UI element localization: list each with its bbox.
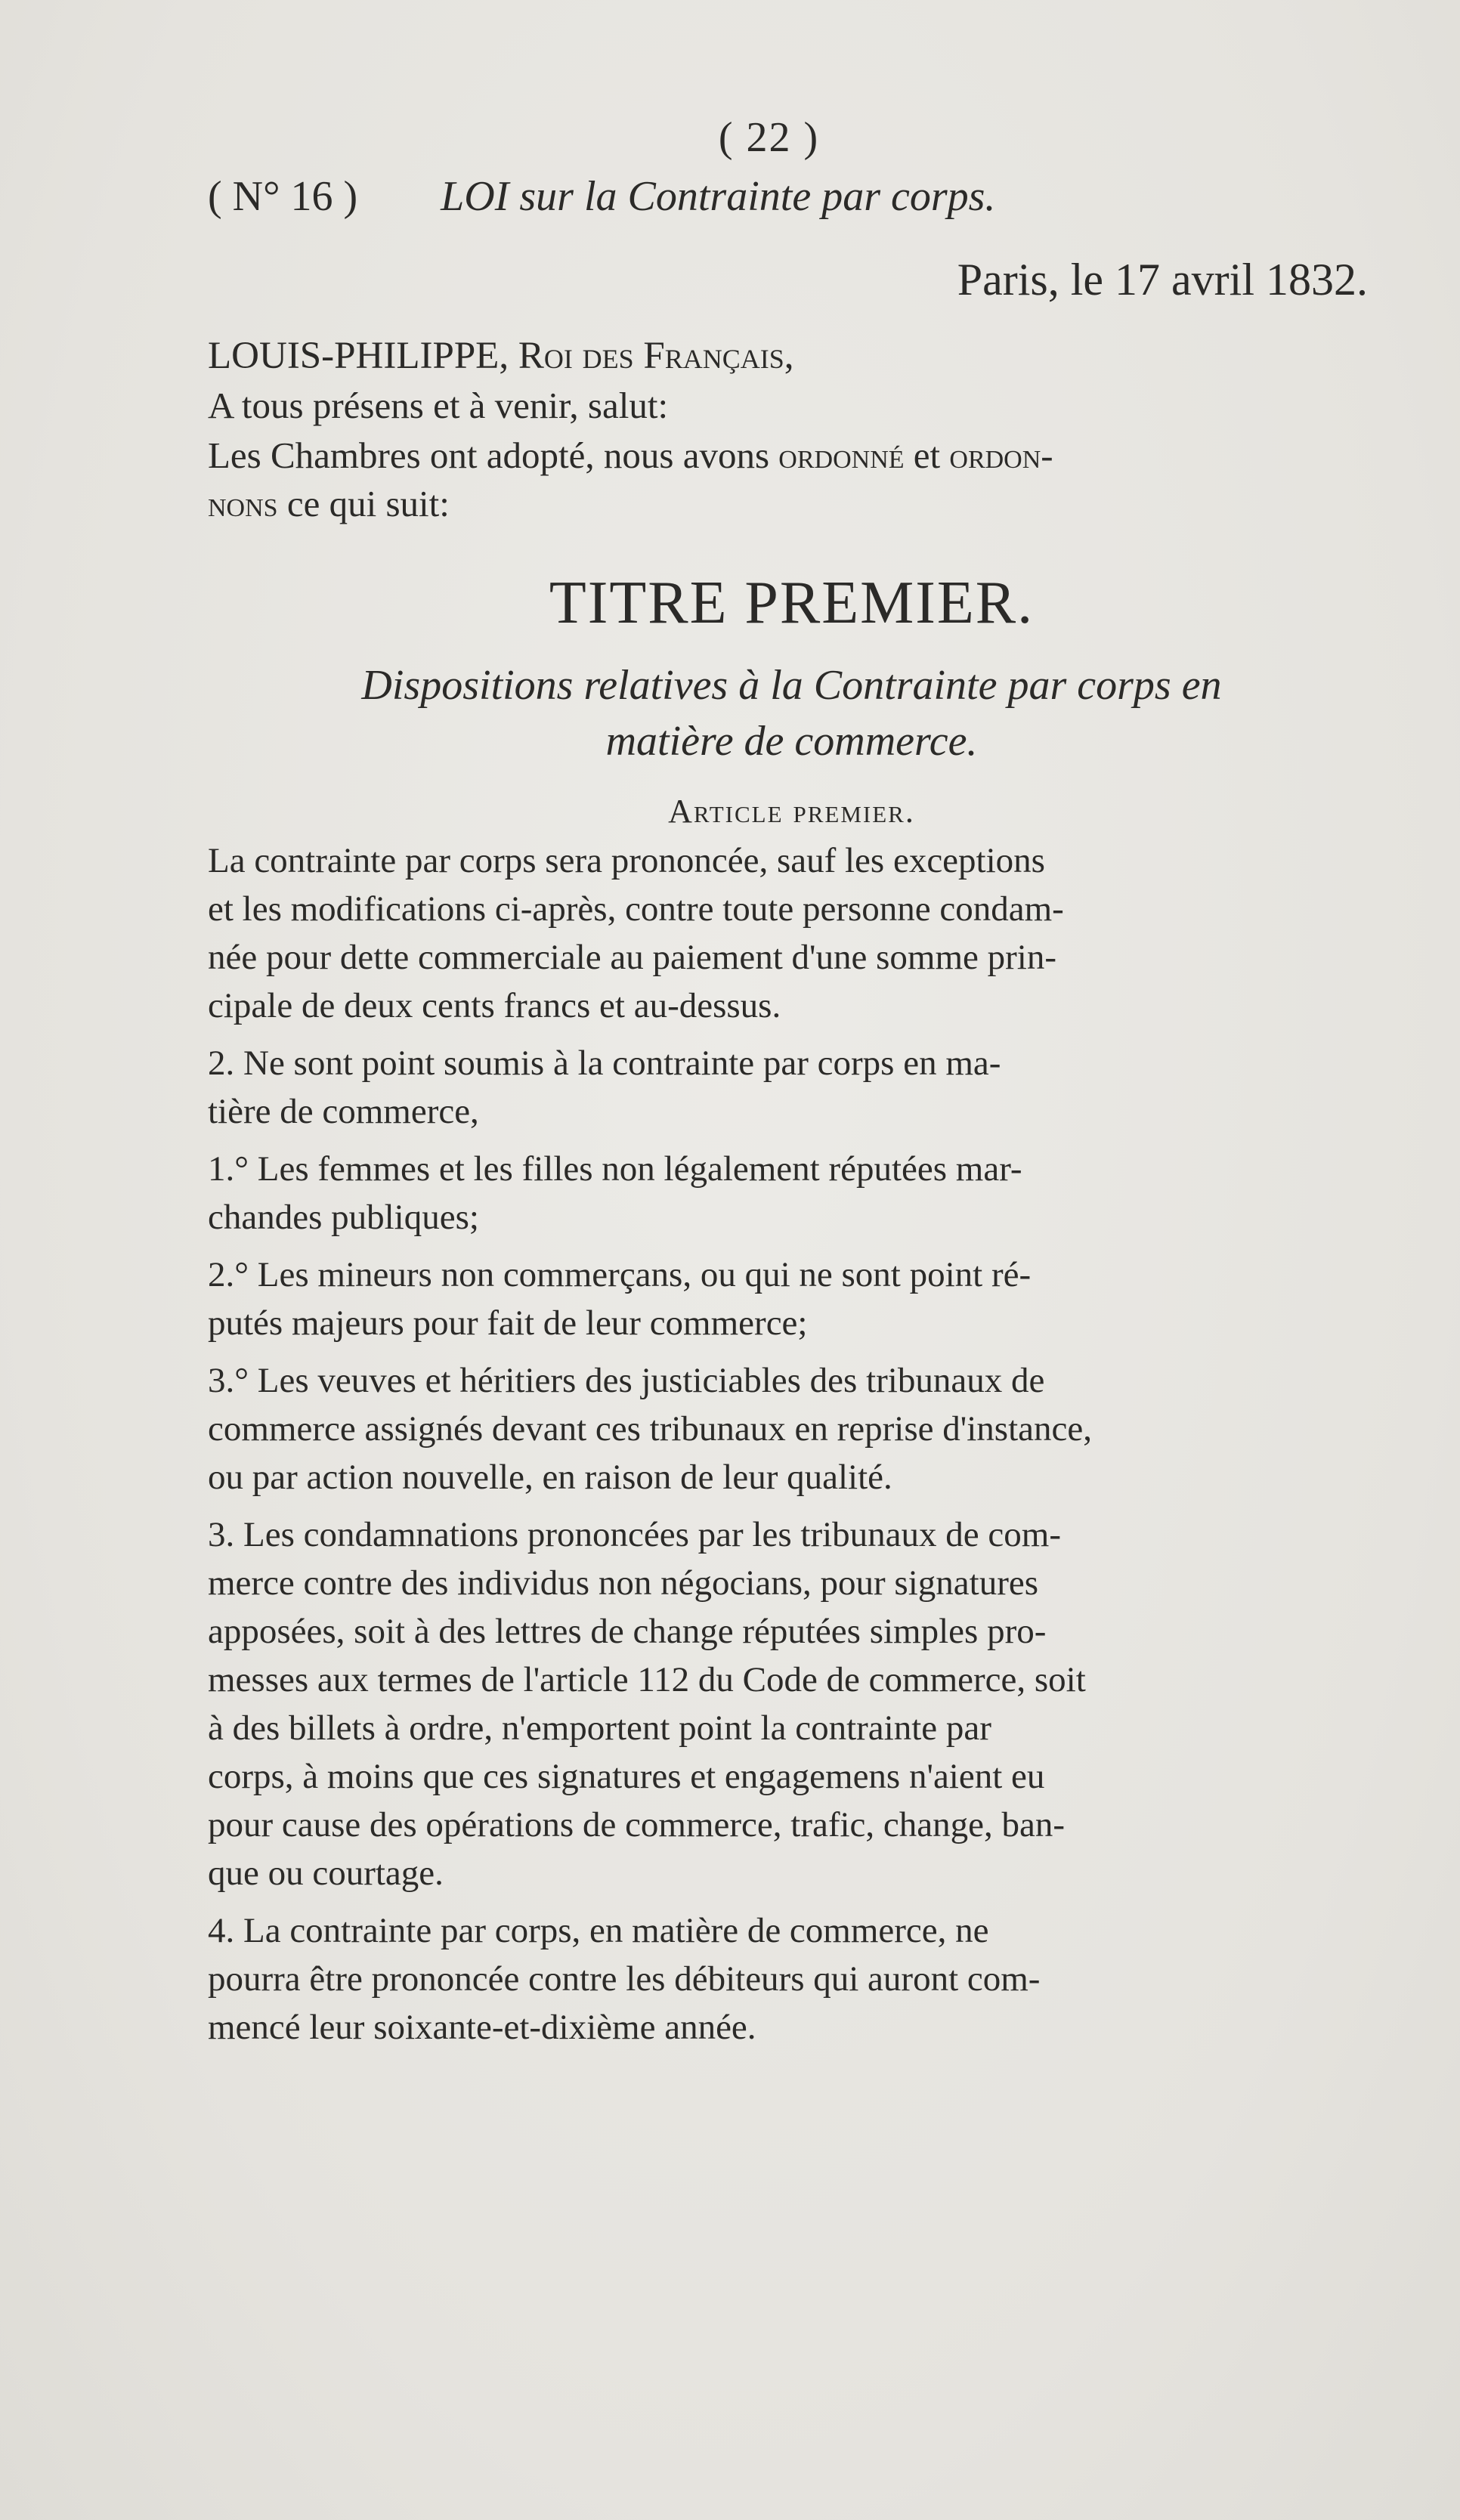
text-line: née pour dette commerciale au paiement d'une somme prin- [208, 938, 1056, 977]
decree-line-2 [208, 480, 1375, 528]
decree-line-1 [208, 431, 1375, 480]
titre-subtitle [208, 657, 1375, 769]
article-2-paragraph [208, 1039, 1375, 1136]
text-line: apposées, soit à des lettres de change réputées simples pro- [208, 1612, 1047, 1651]
text-line: putés majeurs pour fait de leur commerce; [208, 1303, 808, 1343]
law-number: ( N° 16 ) [208, 173, 358, 220]
text-line: à des billets à ordre, n'emportent point la contrainte par [208, 1708, 991, 1748]
text-line: 3. Les condamnations prononcées par les tribunaux de com- [208, 1515, 1061, 1554]
page-number: ( 22 ) [718, 114, 820, 161]
law-heading [208, 172, 1375, 221]
decree-text-end: ce qui suit: [286, 483, 450, 524]
subtitle-line-1: Dispositions relatives à la Contrainte par corps en [361, 662, 1222, 709]
decree-text: Les Chambres ont adopté, nous avons [208, 434, 770, 476]
subtitle-line-2: matière de commerce. [605, 718, 978, 765]
dateline: Paris, le 17 avril 1832. [957, 255, 1368, 305]
king-line [208, 332, 1375, 380]
article-4-paragraph [208, 1906, 1375, 2052]
article-3-paragraph [208, 1510, 1375, 1897]
text-line: messes aux termes de l'article 112 du Code de commerce, soit [208, 1660, 1086, 1699]
article-body [208, 836, 1375, 2052]
text-line: 3.° Les veuves et héritiers des justiciables des tribunaux de [208, 1361, 1045, 1400]
decree-ordon: ordon- [949, 434, 1053, 476]
article-2-item-2 [208, 1251, 1375, 1347]
text-line: 4. La contrainte par corps, en matière de commerce, ne [208, 1911, 989, 1950]
king-title: Roi des Français, [518, 335, 794, 377]
article-2-item-1 [208, 1145, 1375, 1241]
text-block [208, 113, 1375, 2052]
salutation: A tous présens et à venir, salut: [208, 385, 669, 426]
text-line: cipale de deux cents francs et au-dessus. [208, 986, 781, 1025]
article-heading: Article premier. [668, 793, 915, 830]
article-1-paragraph [208, 836, 1375, 1030]
text-line: ou par action nouvelle, en raison de leur qualité. [208, 1458, 892, 1497]
text-line: mencé leur soixante-et-dixième année. [208, 2008, 756, 2047]
decree-nons: nons [208, 483, 278, 524]
text-line: merce contre des individus non négocians, pour signatures [208, 1563, 1038, 1603]
law-title: LOI sur la Contrainte par corps. [441, 173, 996, 220]
text-line: pour cause des opérations de commerce, trafic, change, ban- [208, 1805, 1066, 1844]
decree-paragraph [208, 431, 1375, 528]
article-2-item-3 [208, 1356, 1375, 1501]
text-line: tière de commerce, [208, 1092, 479, 1131]
text-line: que ou courtage. [208, 1854, 444, 1893]
text-line: commerce assignés devant ces tribunaux en reprise d'instance, [208, 1409, 1092, 1449]
text-line: et les modifications ci-après, contre toute personne condam- [208, 889, 1064, 929]
text-line: pourra être prononcée contre les débiteurs qui auront com- [208, 1959, 1041, 1999]
text-line: 1.° Les femmes et les filles non légalement réputées mar- [208, 1149, 1022, 1189]
king-name: LOUIS-PHILIPPE, [208, 335, 509, 377]
text-line: chandes publiques; [208, 1198, 479, 1237]
text-line: La contrainte par corps sera prononcée, sauf les exceptions [208, 841, 1045, 880]
text-line: 2.° Les mineurs non commerçans, ou qui ne sont point ré- [208, 1255, 1032, 1294]
text-line: 2. Ne sont point soumis à la contrainte par corps en ma- [208, 1044, 1001, 1083]
decree-et: et [913, 434, 941, 476]
titre-heading: TITRE PREMIER. [549, 570, 1035, 636]
text-line: corps, à moins que ces signatures et engagemens n'aient eu [208, 1757, 1045, 1796]
decree-ordonne: ordonné [778, 434, 905, 476]
